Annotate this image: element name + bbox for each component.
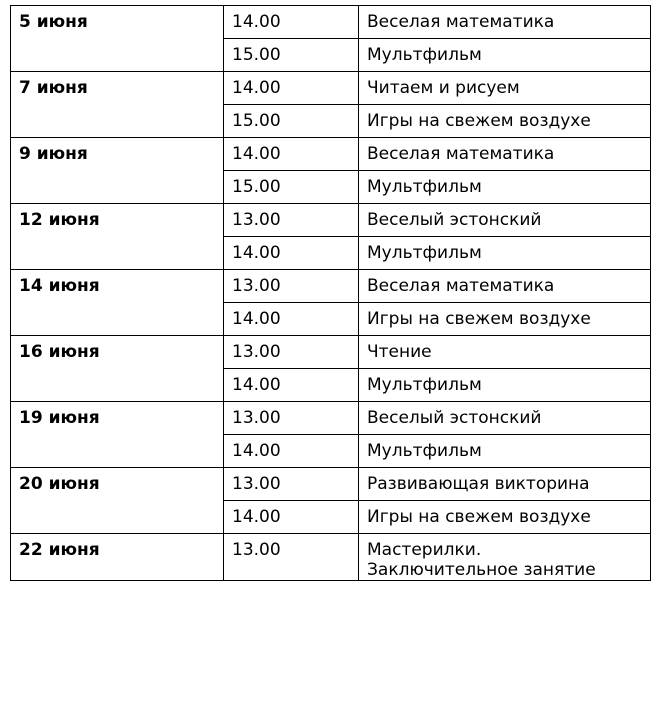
activity-cell: Веселый эстонский — [359, 204, 651, 237]
table-row — [11, 138, 651, 171]
time-cell: 14.00 — [224, 72, 359, 105]
date-cell: 20 июня — [11, 468, 224, 534]
table-row — [11, 534, 651, 581]
time-cell: 14.00 — [224, 303, 359, 336]
date-cell: 9 июня — [11, 138, 224, 204]
activity-cell: Игры на свежем воздухе — [359, 105, 651, 138]
activity-cell: Веселая математика — [359, 270, 651, 303]
table-row — [11, 468, 651, 501]
activity-cell — [359, 534, 651, 581]
time-cell: 14.00 — [224, 6, 359, 39]
time-cell: 13.00 — [224, 468, 359, 501]
activity-cell: Мультфильм — [359, 39, 651, 72]
table-row — [11, 402, 651, 435]
activity-cell: Развивающая викторина — [359, 468, 651, 501]
activity-cell: Веселая математика — [359, 6, 651, 39]
table-row — [11, 270, 651, 303]
time-cell: 13.00 — [224, 534, 359, 581]
activity-cell: Мультфильм — [359, 237, 651, 270]
schedule-body — [11, 6, 651, 581]
time-cell: 15.00 — [224, 105, 359, 138]
table-row — [11, 6, 651, 39]
activity-cell: Мультфильм — [359, 435, 651, 468]
time-cell: 14.00 — [224, 435, 359, 468]
activity-cell: Мультфильм — [359, 369, 651, 402]
activity-cell: Игры на свежем воздухе — [359, 501, 651, 534]
time-cell: 13.00 — [224, 402, 359, 435]
time-cell: 14.00 — [224, 138, 359, 171]
time-cell: 15.00 — [224, 171, 359, 204]
date-cell: 22 июня — [11, 534, 224, 581]
activity-cell: Чтение — [359, 336, 651, 369]
time-cell: 13.00 — [224, 204, 359, 237]
activity-cell: Читаем и рисуем — [359, 72, 651, 105]
date-cell: 16 июня — [11, 336, 224, 402]
time-cell: 14.00 — [224, 501, 359, 534]
activity-line: Заключительное занятие — [367, 560, 596, 580]
activity-cell: Веселая математика — [359, 138, 651, 171]
time-cell: 14.00 — [224, 369, 359, 402]
date-cell: 14 июня — [11, 270, 224, 336]
time-cell: 14.00 — [224, 237, 359, 270]
date-cell: 5 июня — [11, 6, 224, 72]
activity-cell: Веселый эстонский — [359, 402, 651, 435]
time-cell: 13.00 — [224, 270, 359, 303]
activity-cell: Мультфильм — [359, 171, 651, 204]
table-row — [11, 336, 651, 369]
schedule-table — [10, 5, 651, 581]
time-cell: 15.00 — [224, 39, 359, 72]
date-cell: 19 июня — [11, 402, 224, 468]
time-cell: 13.00 — [224, 336, 359, 369]
date-cell: 7 июня — [11, 72, 224, 138]
activity-cell: Игры на свежем воздухе — [359, 303, 651, 336]
table-row — [11, 204, 651, 237]
activity-line: Мастерилки. — [367, 540, 482, 560]
date-cell: 12 июня — [11, 204, 224, 270]
table-row — [11, 72, 651, 105]
